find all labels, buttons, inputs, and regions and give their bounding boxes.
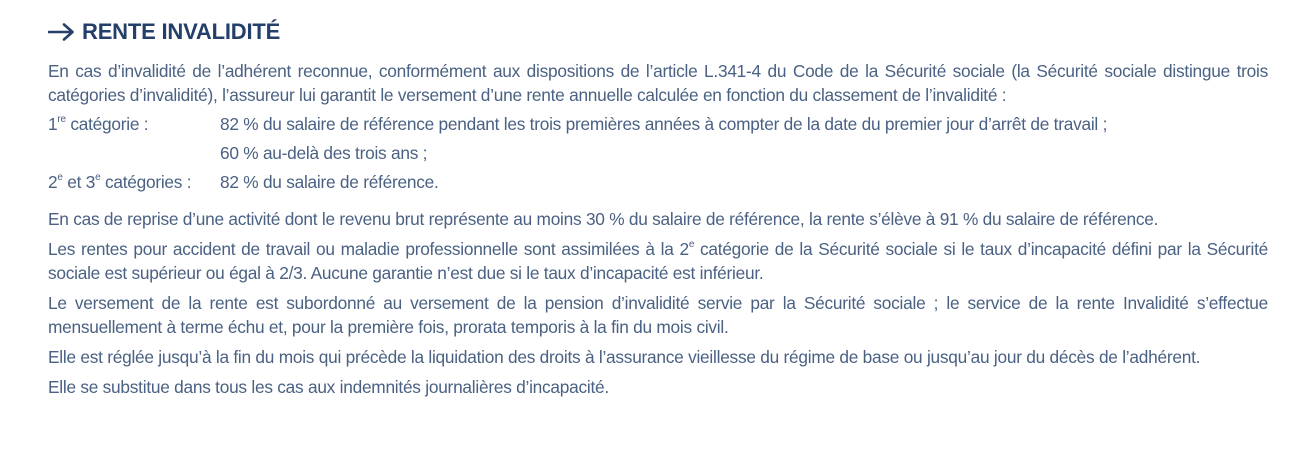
reglee-paragraph: Elle est réglée jusqu’à la fin du mois qui précède la liquidation des droits à l’assurance vieillesse du régime de base ou jusqu’au jour du décès de l’adhérent. (48, 347, 1201, 367)
substitue-paragraph: Elle se substitue dans tous les cas aux indemnités journalières d’incapacité. (48, 377, 609, 397)
section-title: RENTE INVALIDITÉ (82, 19, 281, 44)
categories-table (48, 110, 1268, 197)
versement-paragraph: Le versement de la rente est subordonné au versement de la pension d’invalidité servie par la Sécurité sociale ; le service de la rente Invalidité s’effectue mensuellement à terme échu et, pour la première fois, prorata temporis à la fin du mois civil. (48, 293, 1268, 337)
section-heading (48, 15, 1268, 49)
accident-paragraph: Les rentes pour accident de travail ou maladie professionnelle sont assimilées à la 2e catégorie de la Sécurité sociale si le taux d’incapacité défini par la Sécurité sociale est supérieur ou égal à 2/3. Aucune garantie n’est due si le taux d’incapacité est inférieur. (48, 239, 1268, 283)
category-row-2-3 (48, 168, 1268, 197)
arrow-right-icon (48, 22, 76, 42)
category-label-2-3: 2e et 3e catégories : (48, 172, 192, 192)
reprise-paragraph: En cas de reprise d’une activité dont le revenu brut représente au moins 30 % du salaire de référence, la rente s’élève à 91 % du salaire de référence. (48, 209, 1159, 229)
category-label-1: 1re catégorie : (48, 114, 149, 134)
intro-paragraph: En cas d’invalidité de l’adhérent reconnue, conformément aux dispositions de l’article L.341-4 du Code de la Sécurité sociale (la Sécurité sociale distingue trois catégories d’invalidité), l’assureur lui garantit le versement d’une rente annuelle calculée en fonction du classement de l’invalidité : (48, 61, 1268, 105)
category-row-1 (48, 110, 1268, 139)
category-value-1b: 60 % au-delà des trois ans ; (220, 143, 428, 163)
category-value-2-3: 82 % du salaire de référence. (220, 172, 439, 192)
category-value-1: 82 % du salaire de référence pendant les trois premières années à compter de la date du premier jour d’arrêt de travail ; (220, 114, 1108, 134)
category-label-empty (48, 139, 220, 168)
category-row-1-continued (48, 139, 1268, 168)
